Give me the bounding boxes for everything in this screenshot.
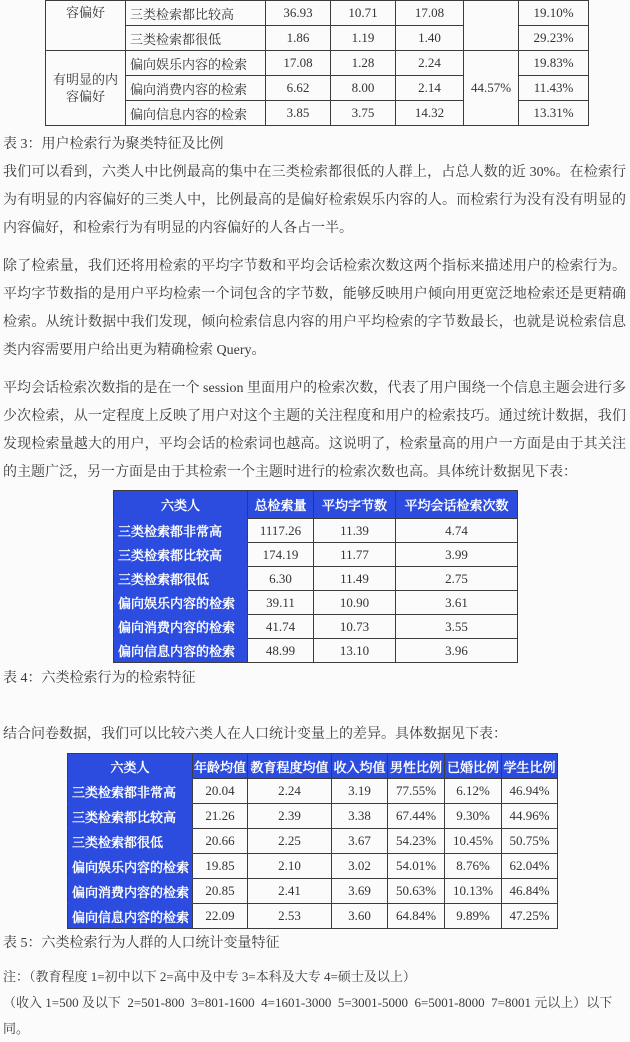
value-cell: 3.99 <box>396 543 518 567</box>
table-header-row <box>114 491 518 519</box>
value-cell: 1117.26 <box>248 519 314 543</box>
category-cell: 三类检索都比较高 <box>126 1 266 26</box>
group-label-cell: 有明显的内容偏好 <box>46 51 126 126</box>
value-cell: 1.86 <box>266 26 331 51</box>
table-row <box>68 904 558 929</box>
row-label-cell: 三类检索都非常高 <box>114 519 248 543</box>
pct-cell: 29.23% <box>519 26 589 51</box>
table-row <box>114 591 518 615</box>
row-label-cell: 三类检索都很低 <box>68 829 193 854</box>
value-cell: 2.75 <box>396 567 518 591</box>
pct-cell: 19.10% <box>519 1 589 26</box>
header-cell: 学生比例 <box>502 754 558 779</box>
category-cell: 偏向信息内容的检索 <box>126 101 266 126</box>
value-cell: 62.04% <box>502 854 558 879</box>
header-cell: 男性比例 <box>388 754 445 779</box>
value-cell: 3.19 <box>332 779 388 804</box>
paragraph-4: 结合问卷数据，我们可以比较六类人在人口统计变量上的差异。具体数据见下表： <box>3 727 507 742</box>
value-cell: 9.30% <box>445 804 502 829</box>
row-label-cell: 偏向娱乐内容的检索 <box>114 591 248 615</box>
value-cell: 2.24 <box>396 51 464 76</box>
value-cell: 2.24 <box>248 779 332 804</box>
value-cell: 20.66 <box>193 829 248 854</box>
value-cell: 54.23% <box>388 829 445 854</box>
value-cell: 50.75% <box>502 829 558 854</box>
value-cell: 21.26 <box>193 804 248 829</box>
row-label-cell: 三类检索都非常高 <box>68 779 193 804</box>
header-cell: 年龄均值 <box>193 754 248 779</box>
value-cell: 3.60 <box>332 904 388 929</box>
row-label-cell: 偏向消费内容的检索 <box>114 615 248 639</box>
value-cell: 3.02 <box>332 854 388 879</box>
group-pct-cell: 44.57% <box>464 51 519 126</box>
table-row <box>114 639 518 663</box>
value-cell: 3.96 <box>396 639 518 663</box>
table-header-row <box>68 754 558 779</box>
value-cell: 2.39 <box>248 804 332 829</box>
table-row <box>46 1 589 26</box>
paragraph-1: 我们可以看到，六类人中比例最高的集中在三类检索都很低的人群上，占总人数的近 30%。在检索行为有明显的内容偏好的三类人中，比例最高的是偏好检索娱乐内容的人。而检索行为没有没有明显的内容偏好，和检索行为有明显的内容偏好的人各占一半。 <box>3 165 626 236</box>
row-label-cell: 三类检索都比较高 <box>68 804 193 829</box>
table-row <box>114 615 518 639</box>
value-cell: 48.99 <box>248 639 314 663</box>
table-row <box>68 854 558 879</box>
table-5-caption: 表 5：六类检索行为人群的人口统计变量特征 <box>3 936 280 951</box>
value-cell: 1.40 <box>396 26 464 51</box>
pct-cell: 13.31% <box>519 101 589 126</box>
group-label-cell: 容偏好 <box>46 1 126 51</box>
value-cell: 10.90 <box>314 591 396 615</box>
value-cell: 2.53 <box>248 904 332 929</box>
row-label-cell: 偏向信息内容的检索 <box>68 904 193 929</box>
value-cell: 47.25% <box>502 904 558 929</box>
table-row <box>114 567 518 591</box>
value-cell: 20.04 <box>193 779 248 804</box>
value-cell: 17.08 <box>396 1 464 26</box>
row-label-cell: 三类检索都很低 <box>114 567 248 591</box>
value-cell: 6.12% <box>445 779 502 804</box>
value-cell: 3.85 <box>266 101 331 126</box>
category-cell: 偏向娱乐内容的检索 <box>126 51 266 76</box>
value-cell: 46.94% <box>502 779 558 804</box>
value-cell: 1.28 <box>331 51 396 76</box>
value-cell: 11.77 <box>314 543 396 567</box>
row-label-cell: 偏向信息内容的检索 <box>114 639 248 663</box>
value-cell: 2.25 <box>248 829 332 854</box>
value-cell: 1.19 <box>331 26 396 51</box>
value-cell: 3.61 <box>396 591 518 615</box>
table-5-demographics <box>67 753 558 929</box>
value-cell: 3.69 <box>332 879 388 904</box>
table-row <box>114 519 518 543</box>
footnote-income: （收入 1=500 及以下 2=501-800 3=801-1600 4=1601-3000 5=3001-5000 6=5001-8000 7=8001 元以上）以下同。 <box>3 995 613 1036</box>
header-cell: 平均会话检索次数 <box>396 491 518 519</box>
value-cell: 3.75 <box>331 101 396 126</box>
value-cell: 11.39 <box>314 519 396 543</box>
category-cell: 三类检索都很低 <box>126 26 266 51</box>
header-cell: 六类人 <box>68 754 193 779</box>
value-cell: 6.62 <box>266 76 331 101</box>
value-cell: 10.71 <box>331 1 396 26</box>
header-cell: 平均字节数 <box>314 491 396 519</box>
value-cell: 54.01% <box>388 854 445 879</box>
value-cell: 8.76% <box>445 854 502 879</box>
value-cell: 20.85 <box>193 879 248 904</box>
value-cell: 46.84% <box>502 879 558 904</box>
value-cell: 44.96% <box>502 804 558 829</box>
table-3-cluster-features <box>45 0 589 126</box>
value-cell: 64.84% <box>388 904 445 929</box>
value-cell: 174.19 <box>248 543 314 567</box>
table-row <box>68 879 558 904</box>
value-cell: 2.10 <box>248 854 332 879</box>
value-cell: 2.14 <box>396 76 464 101</box>
value-cell: 2.41 <box>248 879 332 904</box>
group-pct-cell-empty <box>464 1 519 51</box>
value-cell: 10.13% <box>445 879 502 904</box>
table-row <box>114 543 518 567</box>
value-cell: 10.45% <box>445 829 502 854</box>
value-cell: 10.73 <box>314 615 396 639</box>
paragraph-2: 除了检索量，我们还将用检索的平均字节数和平均会话检索次数这两个指标来描述用户的检索行为。平均字节数指的是用户平均检索一个词包含的字节数，能够反映用户倾向用更宽泛地检索还是更精确检索。从统计数据中我们发现，倾向检索信息内容的用户平均检索的字节数最长，也就是说检索信息类内容需要用户给出更为精确检索 Query。 <box>3 259 626 358</box>
value-cell: 6.30 <box>248 567 314 591</box>
paragraph-3: 平均会话检索次数指的是在一个 session 里面用户的检索次数，代表了用户围绕一个信息主题会进行多少次检索，从一定程度上反映了用户对这个主题的关注程度和用户的检索技巧。通过统计数据，我们发现检索量越大的用户，平均会话的检索词也越高。这说明了，检索量高的用户一方面是由于其关注的主题广泛，另一方面是由于其检索一个主题时进行的检索次数也高。具体统计数据见下表： <box>3 381 626 480</box>
table-3-caption: 表 3：用户检索行为聚类特征及比例 <box>3 137 224 152</box>
value-cell: 11.49 <box>314 567 396 591</box>
value-cell: 3.38 <box>332 804 388 829</box>
pct-cell: 11.43% <box>519 76 589 101</box>
header-cell: 已婚比例 <box>445 754 502 779</box>
footnotes <box>3 964 626 1042</box>
value-cell: 9.89% <box>445 904 502 929</box>
row-label-cell: 偏向娱乐内容的检索 <box>68 854 193 879</box>
category-cell: 偏向消费内容的检索 <box>126 76 266 101</box>
header-cell: 总检索量 <box>248 491 314 519</box>
table-4-search-features <box>113 490 518 663</box>
value-cell: 13.10 <box>314 639 396 663</box>
value-cell: 39.11 <box>248 591 314 615</box>
value-cell: 3.55 <box>396 615 518 639</box>
pct-cell: 19.83% <box>519 51 589 76</box>
header-cell: 六类人 <box>114 491 248 519</box>
value-cell: 19.85 <box>193 854 248 879</box>
table-row <box>68 779 558 804</box>
table-row <box>68 804 558 829</box>
table-row <box>46 51 589 76</box>
value-cell: 22.09 <box>193 904 248 929</box>
value-cell: 14.32 <box>396 101 464 126</box>
value-cell: 17.08 <box>266 51 331 76</box>
value-cell: 36.93 <box>266 1 331 26</box>
row-label-cell: 三类检索都比较高 <box>114 543 248 567</box>
value-cell: 77.55% <box>388 779 445 804</box>
table-4-caption: 表 4：六类检索行为的检索特征 <box>3 671 196 686</box>
footnote-education: 注：（教育程度 1=初中以下 2=高中及中专 3=本科及大专 4=硕士及以上） <box>3 969 416 984</box>
header-cell: 收入均值 <box>332 754 388 779</box>
value-cell: 41.74 <box>248 615 314 639</box>
header-cell: 教育程度均值 <box>248 754 332 779</box>
table-row <box>68 829 558 854</box>
row-label-cell: 偏向消费内容的检索 <box>68 879 193 904</box>
value-cell: 3.67 <box>332 829 388 854</box>
value-cell: 8.00 <box>331 76 396 101</box>
value-cell: 67.44% <box>388 804 445 829</box>
value-cell: 4.74 <box>396 519 518 543</box>
value-cell: 50.63% <box>388 879 445 904</box>
